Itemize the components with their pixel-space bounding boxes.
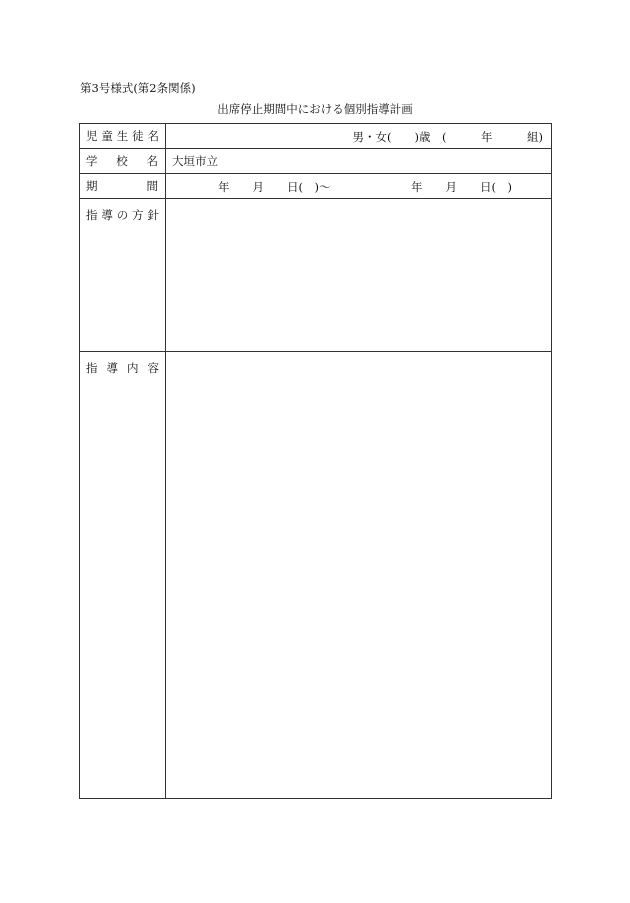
row-period: [80, 174, 552, 199]
content-field[interactable]: [166, 352, 552, 799]
label-content: [80, 352, 166, 799]
period-field[interactable]: [166, 174, 552, 199]
label-student-name: [80, 124, 166, 149]
row-school: [80, 149, 552, 174]
label-policy: [80, 199, 166, 352]
row-policy: [80, 199, 552, 352]
label-policy-text: 指 導 の 方 針: [86, 208, 159, 222]
student-name-field[interactable]: [166, 124, 552, 149]
label-school-text: 学 校 名: [86, 154, 158, 168]
label-student-name-text: 児 童 生 徒 名: [86, 129, 159, 143]
form-number: 第3号様式(第2条関係): [80, 81, 196, 95]
school-field[interactable]: [166, 149, 552, 174]
gender-age-grade: 男・女( )歳 ( 年 組): [352, 130, 543, 144]
label-period: [80, 174, 166, 199]
label-content-text: 指 導 内 容: [86, 361, 159, 375]
period-value: 年 月 日( )～ 年 月 日( ): [218, 180, 512, 194]
form-title: 出席停止期間中における個別指導計画: [217, 102, 413, 116]
row-content: [80, 352, 552, 799]
policy-field[interactable]: [166, 199, 552, 352]
row-student-name: [80, 124, 552, 149]
guidance-plan-table: [79, 123, 552, 799]
label-period-text: 期 間: [86, 179, 158, 193]
school-value: 大垣市立: [172, 154, 218, 168]
label-school: [80, 149, 166, 174]
